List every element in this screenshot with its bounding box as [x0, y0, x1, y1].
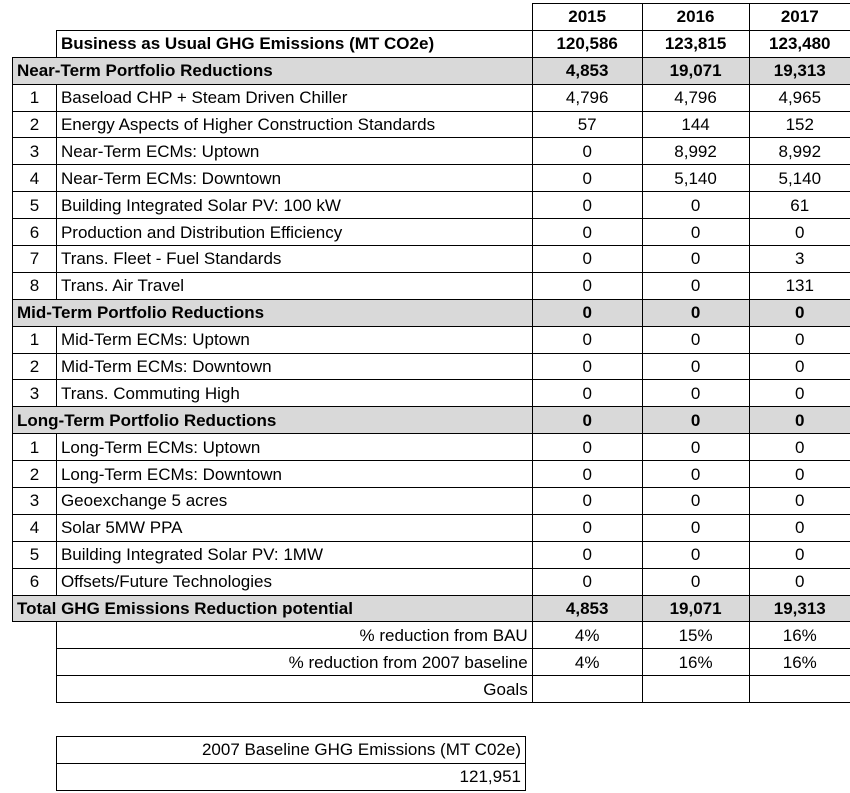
item-value: 0: [749, 488, 850, 515]
item-value: 0: [642, 219, 749, 246]
item-number: 3: [13, 488, 57, 515]
line-item-row: [13, 514, 850, 541]
item-value: 0: [642, 514, 749, 541]
section-total: 0: [749, 299, 850, 326]
year-header: 2017: [749, 4, 850, 31]
bau-label: Business as Usual GHG Emissions (MT CO2e): [56, 30, 532, 57]
item-label: Mid-Term ECMs: Downtown: [56, 353, 532, 380]
item-value: 0: [749, 568, 850, 595]
baseline-label-row: [57, 737, 526, 764]
item-value: 0: [642, 353, 749, 380]
section-header-row: [13, 407, 850, 434]
total-row: [13, 595, 850, 622]
item-label: Solar 5MW PPA: [56, 514, 532, 541]
item-value: 8,992: [749, 138, 850, 165]
section-total: 0: [642, 407, 749, 434]
item-value: 0: [532, 488, 642, 515]
item-number: 1: [13, 434, 57, 461]
item-value: 0: [532, 541, 642, 568]
item-value: 0: [749, 514, 850, 541]
item-value: 5,140: [642, 165, 749, 192]
emissions-table-body: [13, 4, 850, 703]
item-value: 4,965: [749, 84, 850, 111]
item-value: 8,992: [642, 138, 749, 165]
item-label: Trans. Air Travel: [56, 272, 532, 299]
pct-2007-value: 16%: [749, 649, 850, 676]
line-item-row: [13, 111, 850, 138]
section-header-row: [13, 299, 850, 326]
baseline-value: 121,951: [57, 764, 526, 791]
emissions-table: [12, 3, 850, 703]
item-number: 4: [13, 514, 57, 541]
baseline-value-row: [57, 764, 526, 791]
item-value: 0: [532, 434, 642, 461]
pct-bau-value: 16%: [749, 622, 850, 649]
total-value: 19,071: [642, 595, 749, 622]
line-item-row: [13, 488, 850, 515]
item-label: Long-Term ECMs: Uptown: [56, 434, 532, 461]
line-item-row: [13, 326, 850, 353]
item-label: Mid-Term ECMs: Uptown: [56, 326, 532, 353]
item-value: 0: [532, 568, 642, 595]
item-label: Near-Term ECMs: Downtown: [56, 165, 532, 192]
section-total: 0: [532, 407, 642, 434]
goals-value: [532, 676, 642, 703]
item-label: Building Integrated Solar PV: 1MW: [56, 541, 532, 568]
item-value: 0: [749, 541, 850, 568]
item-number: 6: [13, 568, 57, 595]
item-value: 5,140: [749, 165, 850, 192]
total-value: 4,853: [532, 595, 642, 622]
section-total: 0: [749, 407, 850, 434]
item-label: Trans. Fleet - Fuel Standards: [56, 246, 532, 273]
item-value: 0: [642, 326, 749, 353]
item-value: 0: [749, 434, 850, 461]
item-value: 0: [532, 165, 642, 192]
goals-value: [749, 676, 850, 703]
corner-empty: [56, 4, 532, 31]
item-value: 0: [749, 380, 850, 407]
item-label: Geoexchange 5 acres: [56, 488, 532, 515]
line-item-row: [13, 138, 850, 165]
item-number: 8: [13, 272, 57, 299]
item-value: 4,796: [642, 84, 749, 111]
item-value: 61: [749, 192, 850, 219]
item-value: 0: [642, 192, 749, 219]
section-title: Mid-Term Portfolio Reductions: [13, 299, 533, 326]
item-value: 0: [642, 461, 749, 488]
pct-bau-row: [13, 622, 850, 649]
pct-bau-label: % reduction from BAU: [56, 622, 532, 649]
item-label: Building Integrated Solar PV: 100 kW: [56, 192, 532, 219]
year-header: 2016: [642, 4, 749, 31]
line-item-row: [13, 272, 850, 299]
item-label: Energy Aspects of Higher Construction Standards: [56, 111, 532, 138]
item-label: Offsets/Future Technologies: [56, 568, 532, 595]
item-value: 0: [532, 138, 642, 165]
item-value: 0: [749, 461, 850, 488]
item-label: Baseload CHP + Steam Driven Chiller: [56, 84, 532, 111]
year-header: 2015: [532, 4, 642, 31]
pct-2007-label: % reduction from 2007 baseline: [56, 649, 532, 676]
item-value: 0: [642, 272, 749, 299]
bau-value: 123,815: [642, 30, 749, 57]
corner-empty: [13, 4, 57, 31]
item-number: 3: [13, 380, 57, 407]
item-value: 0: [642, 488, 749, 515]
item-value: 4,796: [532, 84, 642, 111]
item-value: 131: [749, 272, 850, 299]
item-value: 3: [749, 246, 850, 273]
section-total: 0: [642, 299, 749, 326]
line-item-row: [13, 461, 850, 488]
corner-empty: [13, 30, 57, 57]
line-item-row: [13, 434, 850, 461]
baseline-table: [56, 736, 526, 791]
item-number: 1: [13, 326, 57, 353]
total-value: 19,313: [749, 595, 850, 622]
item-value: 144: [642, 111, 749, 138]
pct-bau-value: 15%: [642, 622, 749, 649]
item-value: 0: [532, 219, 642, 246]
section-total: 0: [532, 299, 642, 326]
section-header-row: [13, 57, 850, 84]
item-value: 0: [532, 461, 642, 488]
line-item-row: [13, 246, 850, 273]
bau-row: [13, 30, 850, 57]
item-number: 2: [13, 461, 57, 488]
item-value: 57: [532, 111, 642, 138]
item-value: 0: [532, 380, 642, 407]
pct-2007-value: 4%: [532, 649, 642, 676]
line-item-row: [13, 192, 850, 219]
section-title: Long-Term Portfolio Reductions: [13, 407, 533, 434]
item-label: Production and Distribution Efficiency: [56, 219, 532, 246]
line-item-row: [13, 165, 850, 192]
item-value: 0: [642, 434, 749, 461]
line-item-row: [13, 380, 850, 407]
item-value: 0: [532, 272, 642, 299]
item-number: 2: [13, 353, 57, 380]
item-value: 0: [642, 246, 749, 273]
section-total: 19,071: [642, 57, 749, 84]
line-item-row: [13, 353, 850, 380]
blank-cell: [13, 622, 57, 649]
blank-cell: [13, 649, 57, 676]
item-label: Trans. Commuting High: [56, 380, 532, 407]
item-label: Long-Term ECMs: Downtown: [56, 461, 532, 488]
pct-2007-row: [13, 649, 850, 676]
item-value: 0: [749, 326, 850, 353]
baseline-label: 2007 Baseline GHG Emissions (MT C02e): [57, 737, 526, 764]
item-value: 0: [642, 380, 749, 407]
section-total: 19,313: [749, 57, 850, 84]
item-value: 0: [749, 219, 850, 246]
blank-cell: [13, 676, 57, 703]
line-item-row: [13, 219, 850, 246]
goals-value: [642, 676, 749, 703]
section-title: Near-Term Portfolio Reductions: [13, 57, 533, 84]
item-label: Near-Term ECMs: Uptown: [56, 138, 532, 165]
item-number: 1: [13, 84, 57, 111]
bau-value: 120,586: [532, 30, 642, 57]
line-item-row: [13, 84, 850, 111]
line-item-row: [13, 568, 850, 595]
item-number: 5: [13, 192, 57, 219]
item-number: 6: [13, 219, 57, 246]
item-value: 0: [642, 568, 749, 595]
pct-2007-value: 16%: [642, 649, 749, 676]
item-value: 0: [749, 353, 850, 380]
item-number: 5: [13, 541, 57, 568]
item-number: 3: [13, 138, 57, 165]
item-value: 0: [532, 192, 642, 219]
item-value: 0: [532, 514, 642, 541]
line-item-row: [13, 541, 850, 568]
total-label: Total GHG Emissions Reduction potential: [13, 595, 533, 622]
pct-bau-value: 4%: [532, 622, 642, 649]
item-number: 7: [13, 246, 57, 273]
item-value: 0: [532, 326, 642, 353]
item-value: 0: [532, 246, 642, 273]
item-number: 4: [13, 165, 57, 192]
section-total: 4,853: [532, 57, 642, 84]
item-value: 0: [532, 353, 642, 380]
item-number: 2: [13, 111, 57, 138]
item-value: 0: [642, 541, 749, 568]
item-value: 152: [749, 111, 850, 138]
bau-value: 123,480: [749, 30, 850, 57]
goals-row: [13, 676, 850, 703]
year-header-row: [13, 4, 850, 31]
goals-label: Goals: [56, 676, 532, 703]
